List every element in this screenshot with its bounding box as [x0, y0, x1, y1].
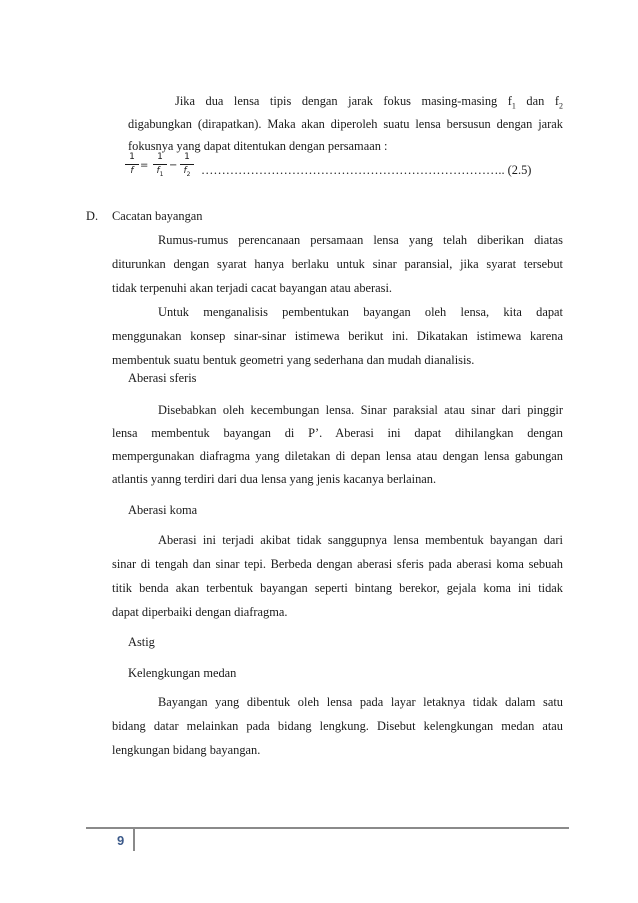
fraction-bar	[180, 164, 194, 165]
denominator-subscript: 1	[159, 170, 164, 178]
subheading-kelengkungan-medan: Kelengkungan medan	[128, 666, 237, 680]
paragraph-line: titik benda akan terbentuk bayangan seperti bintang berekor, gejala koma ini tidak	[112, 581, 563, 595]
fraction-bar	[153, 164, 167, 165]
paragraph-line: Bayangan yang dibentuk oleh lensa pada layar letaknya tidak dalam satu	[158, 695, 563, 709]
section-marker: D.	[86, 209, 99, 223]
numerator: 1	[157, 152, 163, 162]
equation-leader-and-number: ……………………………………………………………….. (2.5)	[201, 163, 532, 177]
page-number: 9	[117, 833, 125, 848]
intro-line-1	[175, 93, 563, 114]
subheading-aberasi-koma: Aberasi koma	[128, 503, 198, 517]
paragraph-line: menggunakan konsep sinar-sinar istimewa berikut ini. Dikatakan istimewa karena	[112, 329, 563, 343]
paragraph-line: diturunkan dengan syarat hanya berlaku untuk sinar paransial, jika syarat tersebut	[112, 257, 563, 271]
paragraph-line: Untuk menganalisis pembentukan bayangan oleh lensa, kita dapat	[158, 305, 563, 319]
intro-text: Jika dua lensa tipis dengan jarak fokus masing-masing f	[175, 94, 512, 108]
denominator-symbol: f	[183, 166, 187, 176]
minus-sign: −	[169, 160, 178, 171]
numerator: 1	[129, 152, 135, 162]
subheading-astig: Astig	[128, 635, 155, 649]
denominator-symbol: f	[130, 166, 134, 176]
subheading-aberasi-sferis: Aberasi sferis	[128, 371, 197, 385]
paragraph-line: sinar di tengah dan sinar tepi. Berbeda dengan aberasi sferis pada aberasi koma sebuah	[112, 557, 563, 571]
equals-sign: =	[140, 160, 149, 171]
paragraph-line: lensa membentuk bayangan di P’. Aberasi ini dapat dihilangkan dengan	[112, 426, 563, 440]
subscript-2: 2	[559, 101, 563, 111]
intro-text-mid: dan f	[515, 94, 559, 108]
denominator	[180, 166, 194, 180]
footer-rule	[86, 827, 569, 829]
numerator: 1	[184, 152, 190, 162]
paragraph-line: Aberasi ini terjadi akibat tidak sanggupnya lensa membentuk bayangan dari	[158, 533, 563, 547]
paragraph-line: membentuk suatu bentuk geometri yang sederhana dan mudah dianalisis.	[112, 353, 475, 367]
intro-line-3: fokusnya yang dapat ditentukan dengan persamaan :	[128, 139, 388, 153]
paragraph-line: bidang datar melainkan pada bidang lengkung. Disebut kelengkungan medan atau	[112, 719, 563, 733]
paragraph-line: tidak terpenuhi akan terjadi cacat bayangan atau aberasi.	[112, 281, 393, 295]
lens-equation	[125, 152, 195, 190]
fraction-bar	[125, 164, 139, 165]
section-heading: Cacatan bayangan	[112, 209, 203, 223]
denominator	[153, 166, 167, 180]
denominator-symbol: f	[156, 166, 160, 176]
paragraph-line: atlantis yanng terdiri dari dua lensa yang jenis kacanya berlainan.	[112, 472, 437, 486]
paragraph-line: Rumus-rumus perencanaan persamaan lensa yang telah diberikan diatas	[158, 233, 563, 247]
denominator	[125, 166, 139, 177]
fraction-lhs	[125, 152, 139, 177]
denominator-subscript: 2	[186, 170, 191, 178]
subscript-1: 1	[511, 101, 516, 111]
fraction-term-2	[180, 152, 194, 180]
paragraph-line: mempergunakan diafragma yang diletakan di depan lensa atau dengan lensa gabungan	[112, 449, 563, 463]
fraction-term-1	[153, 152, 167, 180]
paragraph-line: lengkungan bidang bayangan.	[112, 743, 261, 757]
intro-line-2: digabungkan (dirapatkan). Maka akan diperoleh suatu lensa bersusun dengan jarak	[128, 117, 563, 131]
paragraph-line: dapat diperbaiki dengan diafragma.	[112, 605, 288, 619]
paragraph-line: Disebabkan oleh kecembungan lensa. Sinar paraksial atau sinar dari pinggir	[158, 403, 563, 417]
footer-divider	[133, 827, 135, 851]
